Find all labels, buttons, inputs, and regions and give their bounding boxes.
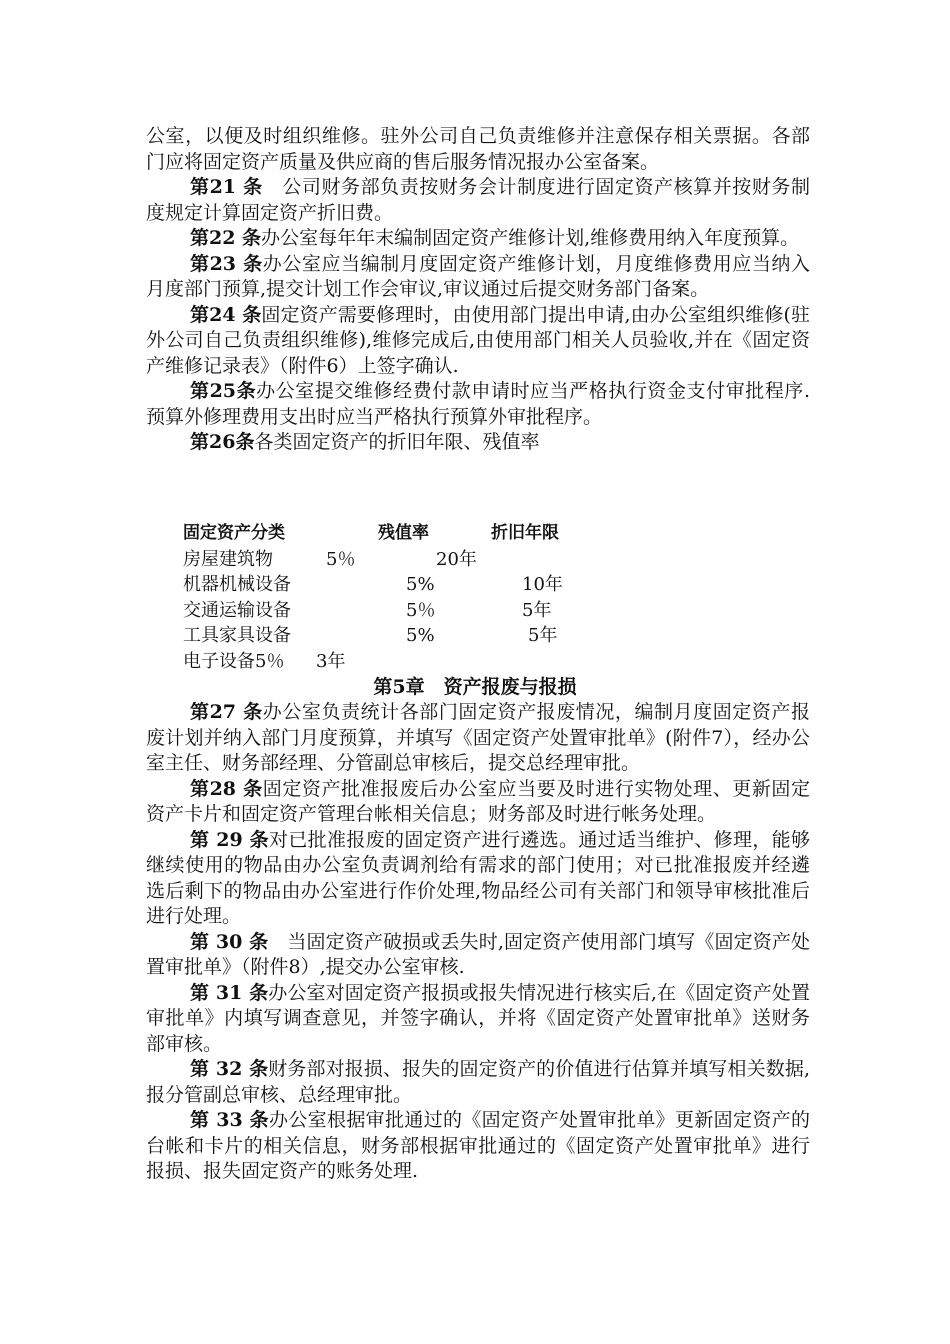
intro-paragraph: 公室，以便及时组织维修。驻外公司自己负责维修并注意保存相关票据。各部门应将固定资产质量及供应商的售后服务情况报办公室备案。	[146, 125, 810, 173]
article-number: 第27 条	[190, 701, 263, 723]
article-33	[146, 1108, 810, 1185]
article-number: 第24 条	[190, 303, 262, 326]
article-number: 第26条	[190, 431, 255, 453]
table-cell: 5年	[522, 599, 552, 621]
article-number: 第 30 条	[190, 930, 269, 953]
article-29	[146, 828, 810, 930]
article-text: 办公室每年年末编制固定资产维修计划,维修费用纳入年度预算。	[261, 227, 800, 249]
article-text: 固定资产需要修理时，由使用部门提出申请,由办公室组织维修(驻外公司自己负责组织维修),维修完成后,由使用部门相关人员验收,并在《固定资产维修记录表》（附件6）上签字确认.	[146, 303, 810, 377]
article-number: 第 31 条	[190, 981, 269, 1004]
header-category: 固定资产分类	[183, 523, 285, 543]
article-text: 办公室提交维修经费付款申请时应当严格执行资金支付审批程序.预算外修理费用支出时应当严格执行预算外审批程序。	[146, 380, 810, 428]
chapter-title: 第5章 资产报废与报损	[373, 676, 577, 698]
article-32	[146, 1057, 810, 1108]
article-number: 第25条	[190, 380, 257, 402]
article-27	[146, 700, 810, 777]
article-text: 固定资产批准报废后办公室应当要及时进行实物处理、更新固定资产卡片和固定资产管理台帐相关信息；财务部及时进行帐务处理。	[146, 777, 810, 825]
article-text: 办公室负责统计各部门固定资产报废情况，编制月度固定资产报废计划并纳入部门月度预算，并填写《固定资产处置审批单》(附件7），经办公室主任、财务部经理、分管副总审核后，提交总经理审批。	[146, 701, 810, 774]
article-31	[146, 981, 810, 1058]
article-number: 第23 条	[190, 252, 263, 275]
table-cell: 电子设备5％	[183, 650, 285, 672]
article-number: 第 29 条	[190, 828, 270, 851]
body-text-bottom	[146, 700, 810, 1185]
header-residual-rate: 残值率	[378, 523, 429, 543]
article-text: 公司财务部负责按财务会计制度进行固定资产核算并按财务制度规定计算固定资产折旧费。	[146, 176, 810, 224]
table-cell: 交通运输设备	[183, 599, 291, 621]
article-text: 当固定资产破损或丢失时,固定资产使用部门填写《固定资产处置审批单》（附件8）,提交办公室审核.	[146, 930, 811, 978]
table-cell: 5％	[406, 599, 436, 621]
table-cell: 5%	[406, 625, 435, 646]
body-text-top	[146, 124, 810, 456]
article-21	[146, 175, 810, 226]
article-number: 第 32 条	[190, 1058, 269, 1080]
table-cell: 5年	[528, 625, 558, 646]
article-24	[146, 303, 810, 380]
article-28	[146, 777, 810, 828]
article-text: 对已批准报废的固定资产进行遴选。通过适当维护、修理，能够继续使用的物品由办公室负责调剂给有需求的部门使用；对已批准报废并经遴选后剩下的物品由办公室进行作价处理,物品经公司有关部门和领导审核批准后进行处理。	[146, 828, 810, 927]
table-cell: 房屋建筑物	[183, 548, 273, 570]
article-number: 第 33 条	[190, 1109, 270, 1131]
article-text: 办公室应当编制月度固定资产维修计划，月度维修费用应当纳入月度部门预算,提交计划工作会审议,审议通过后提交财务部门备案。	[146, 252, 810, 300]
article-number: 第21 条	[190, 176, 263, 198]
table-cell: 5%	[406, 574, 435, 595]
table-cell: 10年	[522, 574, 563, 595]
article-number: 第28 条	[190, 777, 263, 800]
article-30	[146, 930, 810, 981]
article-text: 办公室对固定资产报损或报失情况进行核实后,在《固定资产处置审批单》内填写调查意见，并签字确认，并将《固定资产处置审批单》送财务部审核。	[146, 981, 811, 1055]
article-22	[146, 226, 810, 252]
article-26	[146, 430, 810, 456]
article-text: 办公室根据审批通过的《固定资产处置审批单》更新固定资产的台帐和卡片的相关信息，财务部根据审批通过的《固定资产处置审批单》进行报损、报失固定资产的账务处理.	[146, 1109, 810, 1182]
table-cell: 机器机械设备	[183, 574, 291, 595]
article-25	[146, 379, 810, 430]
article-text: 财务部对报损、报失的固定资产的价值进行估算并填写相关数据,报分管副总审核、总经理审批。	[146, 1058, 811, 1106]
article-number: 第22 条	[190, 227, 262, 249]
article-text: 各类固定资产的折旧年限、残值率	[254, 431, 540, 453]
table-cell: 20年	[436, 548, 477, 570]
table-cell: 5％	[326, 548, 356, 570]
table-cell: 工具家具设备	[183, 625, 291, 646]
header-depreciation-years: 折旧年限	[491, 523, 559, 543]
article-23	[146, 252, 810, 303]
table-cell: 3年	[316, 650, 346, 672]
